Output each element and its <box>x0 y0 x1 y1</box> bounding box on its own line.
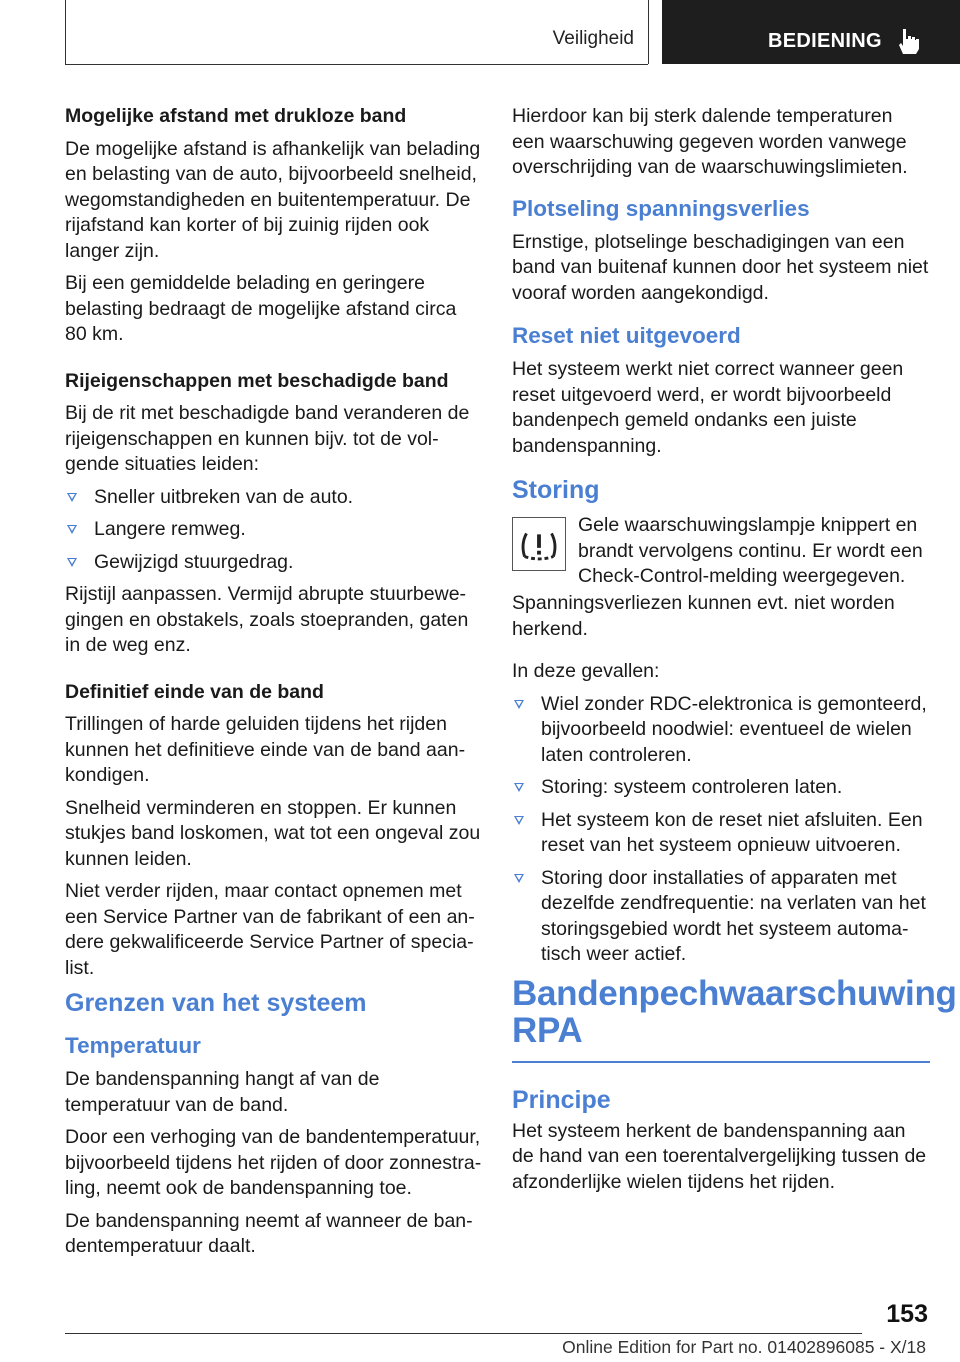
chapter-tab-label: BEDIENING <box>768 30 882 52</box>
bullet-list <box>512 692 930 968</box>
heading-principe: Principe <box>512 1085 611 1114</box>
heading-grenzen: Grenzen van het systeem <box>65 989 367 1017</box>
header-rule-left <box>65 0 66 64</box>
paragraph: Rijstijl aanpassen. Vermijd abrupte stuurbewegingen en obstakels, zoals stoepranden, gaten in de weg enz. <box>65 583 469 656</box>
triangle-bullet-icon <box>67 493 77 502</box>
heading-reset: Reset niet uitgevoerd <box>512 323 741 348</box>
list-item: Gewijzigd stuurgedrag. <box>65 550 483 576</box>
paragraph: Snelheid verminderen en stoppen. Er kunnen stukjes band loskomen, wat tot een ongeval zou kunnen leiden. <box>65 796 481 870</box>
left-column <box>65 104 483 1267</box>
triangle-bullet-icon <box>514 816 524 825</box>
triangle-bullet-icon <box>514 874 524 883</box>
right-column <box>512 104 957 1202</box>
paragraph: Hierdoor kan bij sterk dalende temperaturen een waarschuwing gegeven worden vanwege overschrijding van de waarschuwingslimieten. <box>512 105 908 178</box>
paragraph: Trillingen of harde geluiden tijdens het rijden kunnen het definitieve einde van de band aankondigen. <box>65 713 466 786</box>
subheading-rijeigenschappen: Rijeigenschappen met beschadigde band <box>65 369 449 392</box>
paragraph: Niet verder rijden, maar contact opnemen met een Service Partner van de fabrikant of een andere gekwalificeerde Service Partner of specialist. <box>65 880 475 979</box>
list-item: Het systeem kon de reset niet afsluiten. Een reset van het systeem opnieuw uitvoeren. <box>512 808 930 859</box>
paragraph: De bandenspanning neemt af wanneer de bandentemperatuur daalt. <box>65 1209 473 1257</box>
triangle-bullet-icon <box>67 525 77 534</box>
paragraph: De bandenspanning hangt af van de temperatuur van de band. <box>65 1068 380 1116</box>
footer-rule <box>65 1333 862 1334</box>
section-title: Veiligheid <box>552 28 634 49</box>
bullet-list <box>65 485 483 576</box>
heading-plotseling: Plotseling spanningsverlies <box>512 195 810 221</box>
paragraph: Bij een gemiddelde belading en geringere belasting bedraagt de mogelijke afstand circa 80 km. <box>65 272 457 345</box>
paragraph: Door een verhoging van de bandentemperatuur, bijvoorbeeld tijdens het rijden of door zonnestraling, neemt ook de bandenspanning toe. <box>65 1126 482 1199</box>
chapter-tab[interactable] <box>662 0 960 64</box>
paragraph: Ernstige, plotselinge beschadigingen van een band van buitenaf kunnen door het systeem niet vooraf worden aangekondigd. <box>512 230 929 304</box>
subheading-definitief: Definitief einde van de band <box>65 680 324 703</box>
triangle-bullet-icon <box>514 783 524 792</box>
heading-temperatuur: Temperatuur <box>65 1033 201 1058</box>
triangle-bullet-icon <box>67 558 77 567</box>
subheading-afstand: Mogelijke afstand met drukloze band <box>65 105 407 127</box>
footer-edition: Online Edition for Part no. 01402896085 - X/18 <box>562 1337 926 1357</box>
list-item: Sneller uitbreken van de auto. <box>65 485 483 511</box>
header-rule-right <box>648 0 649 64</box>
triangle-bullet-icon <box>514 700 524 709</box>
list-item: Langere remweg. <box>65 517 483 543</box>
list-item: Wiel zonder RDC-elektronica is gemonteerd, bijvoorbeeld noodwiel: eventueel de wielen laten controleren. <box>512 692 930 769</box>
heading-rule <box>512 1061 930 1063</box>
heading-rpa: Bandenpechwaarschuwing RPA <box>512 973 957 1050</box>
list-item: Storing: systeem controleren laten. <box>512 775 930 801</box>
paragraph: Spanningsverliezen kunnen evt. niet worden herkend. <box>512 592 895 640</box>
pointing-hand-icon <box>894 26 924 56</box>
heading-storing: Storing <box>512 476 600 504</box>
page-number: 153 <box>886 1300 928 1328</box>
paragraph: In deze gevallen: <box>512 660 660 682</box>
paragraph: Het systeem werkt niet correct wanneer geen reset uitgevoerd werd, er wordt bijvoorbeeld bandenpech gemeld ondanks een juiste bandenspanning. <box>512 358 904 457</box>
paragraph: De mogelijke afstand is afhankelijk van belading en belasting van de auto, bijvoorbeeld snelheid, wegomstandigheden en buitentemperatuur. De rijafstand kan korter of bij zuinig rijden ook langer zijn. <box>65 137 481 262</box>
list-item: Storing door installaties of apparaten met dezelfde zendfrequentie: na verlaten van het storingsgebied wordt het systeem automatisch weer actief. <box>512 866 930 968</box>
paragraph: Het systeem herkent de bandenspanning aan de hand van een toerentalvergelijking tussen de afzonderlijke wielen tijdens het rijden. <box>512 1119 927 1193</box>
tire-pressure-warning-icon <box>512 517 566 571</box>
header-rule-bottom <box>65 64 648 65</box>
paragraph: Gele waarschuwingslampje knippert en brandt vervolgens continu. Er wordt een Check-Control-melding weergegeven. <box>578 514 923 587</box>
paragraph: Bij de rit met beschadigde band veranderen de rijeigenschappen en kunnen bijv. tot de volgende situaties leiden: <box>65 402 470 475</box>
storing-block <box>512 513 930 591</box>
